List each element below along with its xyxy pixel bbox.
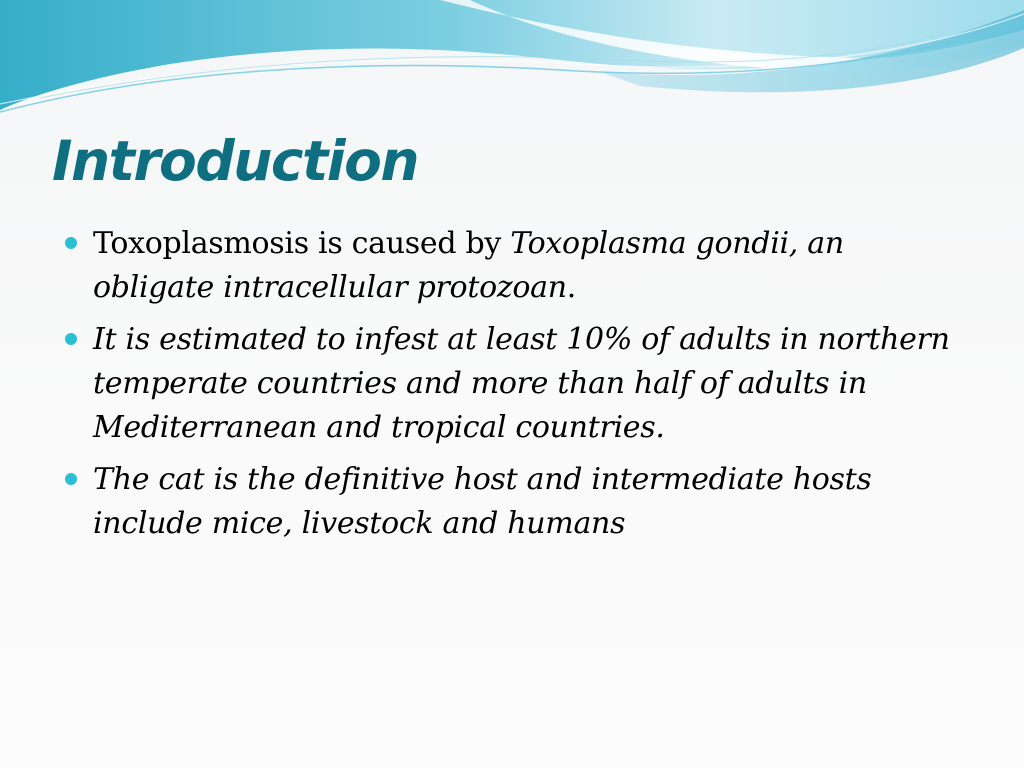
bullet-text: .: [566, 270, 576, 305]
bullet-text: It is estimated to infest at least 10% of adults in northern temperate countries and more than half of adults in Mediterranean and tropical countries.: [93, 322, 950, 445]
bullet-list: [62, 222, 962, 554]
bullet-text: Toxoplasmosis is caused by: [93, 226, 511, 261]
header-wave-decoration: [0, 0, 1024, 130]
bullet-item: [62, 318, 962, 450]
bullet-dot-icon: [65, 333, 77, 345]
slide-title: Introduction: [52, 129, 419, 193]
bullet-text: Toxoplasma gondii, an obligate intracellular protozoan: [93, 226, 844, 305]
bullet-dot-icon: [65, 473, 77, 485]
bullet-item: [62, 222, 962, 310]
bullet-dot-icon: [65, 237, 77, 249]
bullet-text: The cat is the definitive host and intermediate hosts include mice, livestock and humans: [93, 462, 872, 541]
bullet-item: [62, 458, 962, 546]
